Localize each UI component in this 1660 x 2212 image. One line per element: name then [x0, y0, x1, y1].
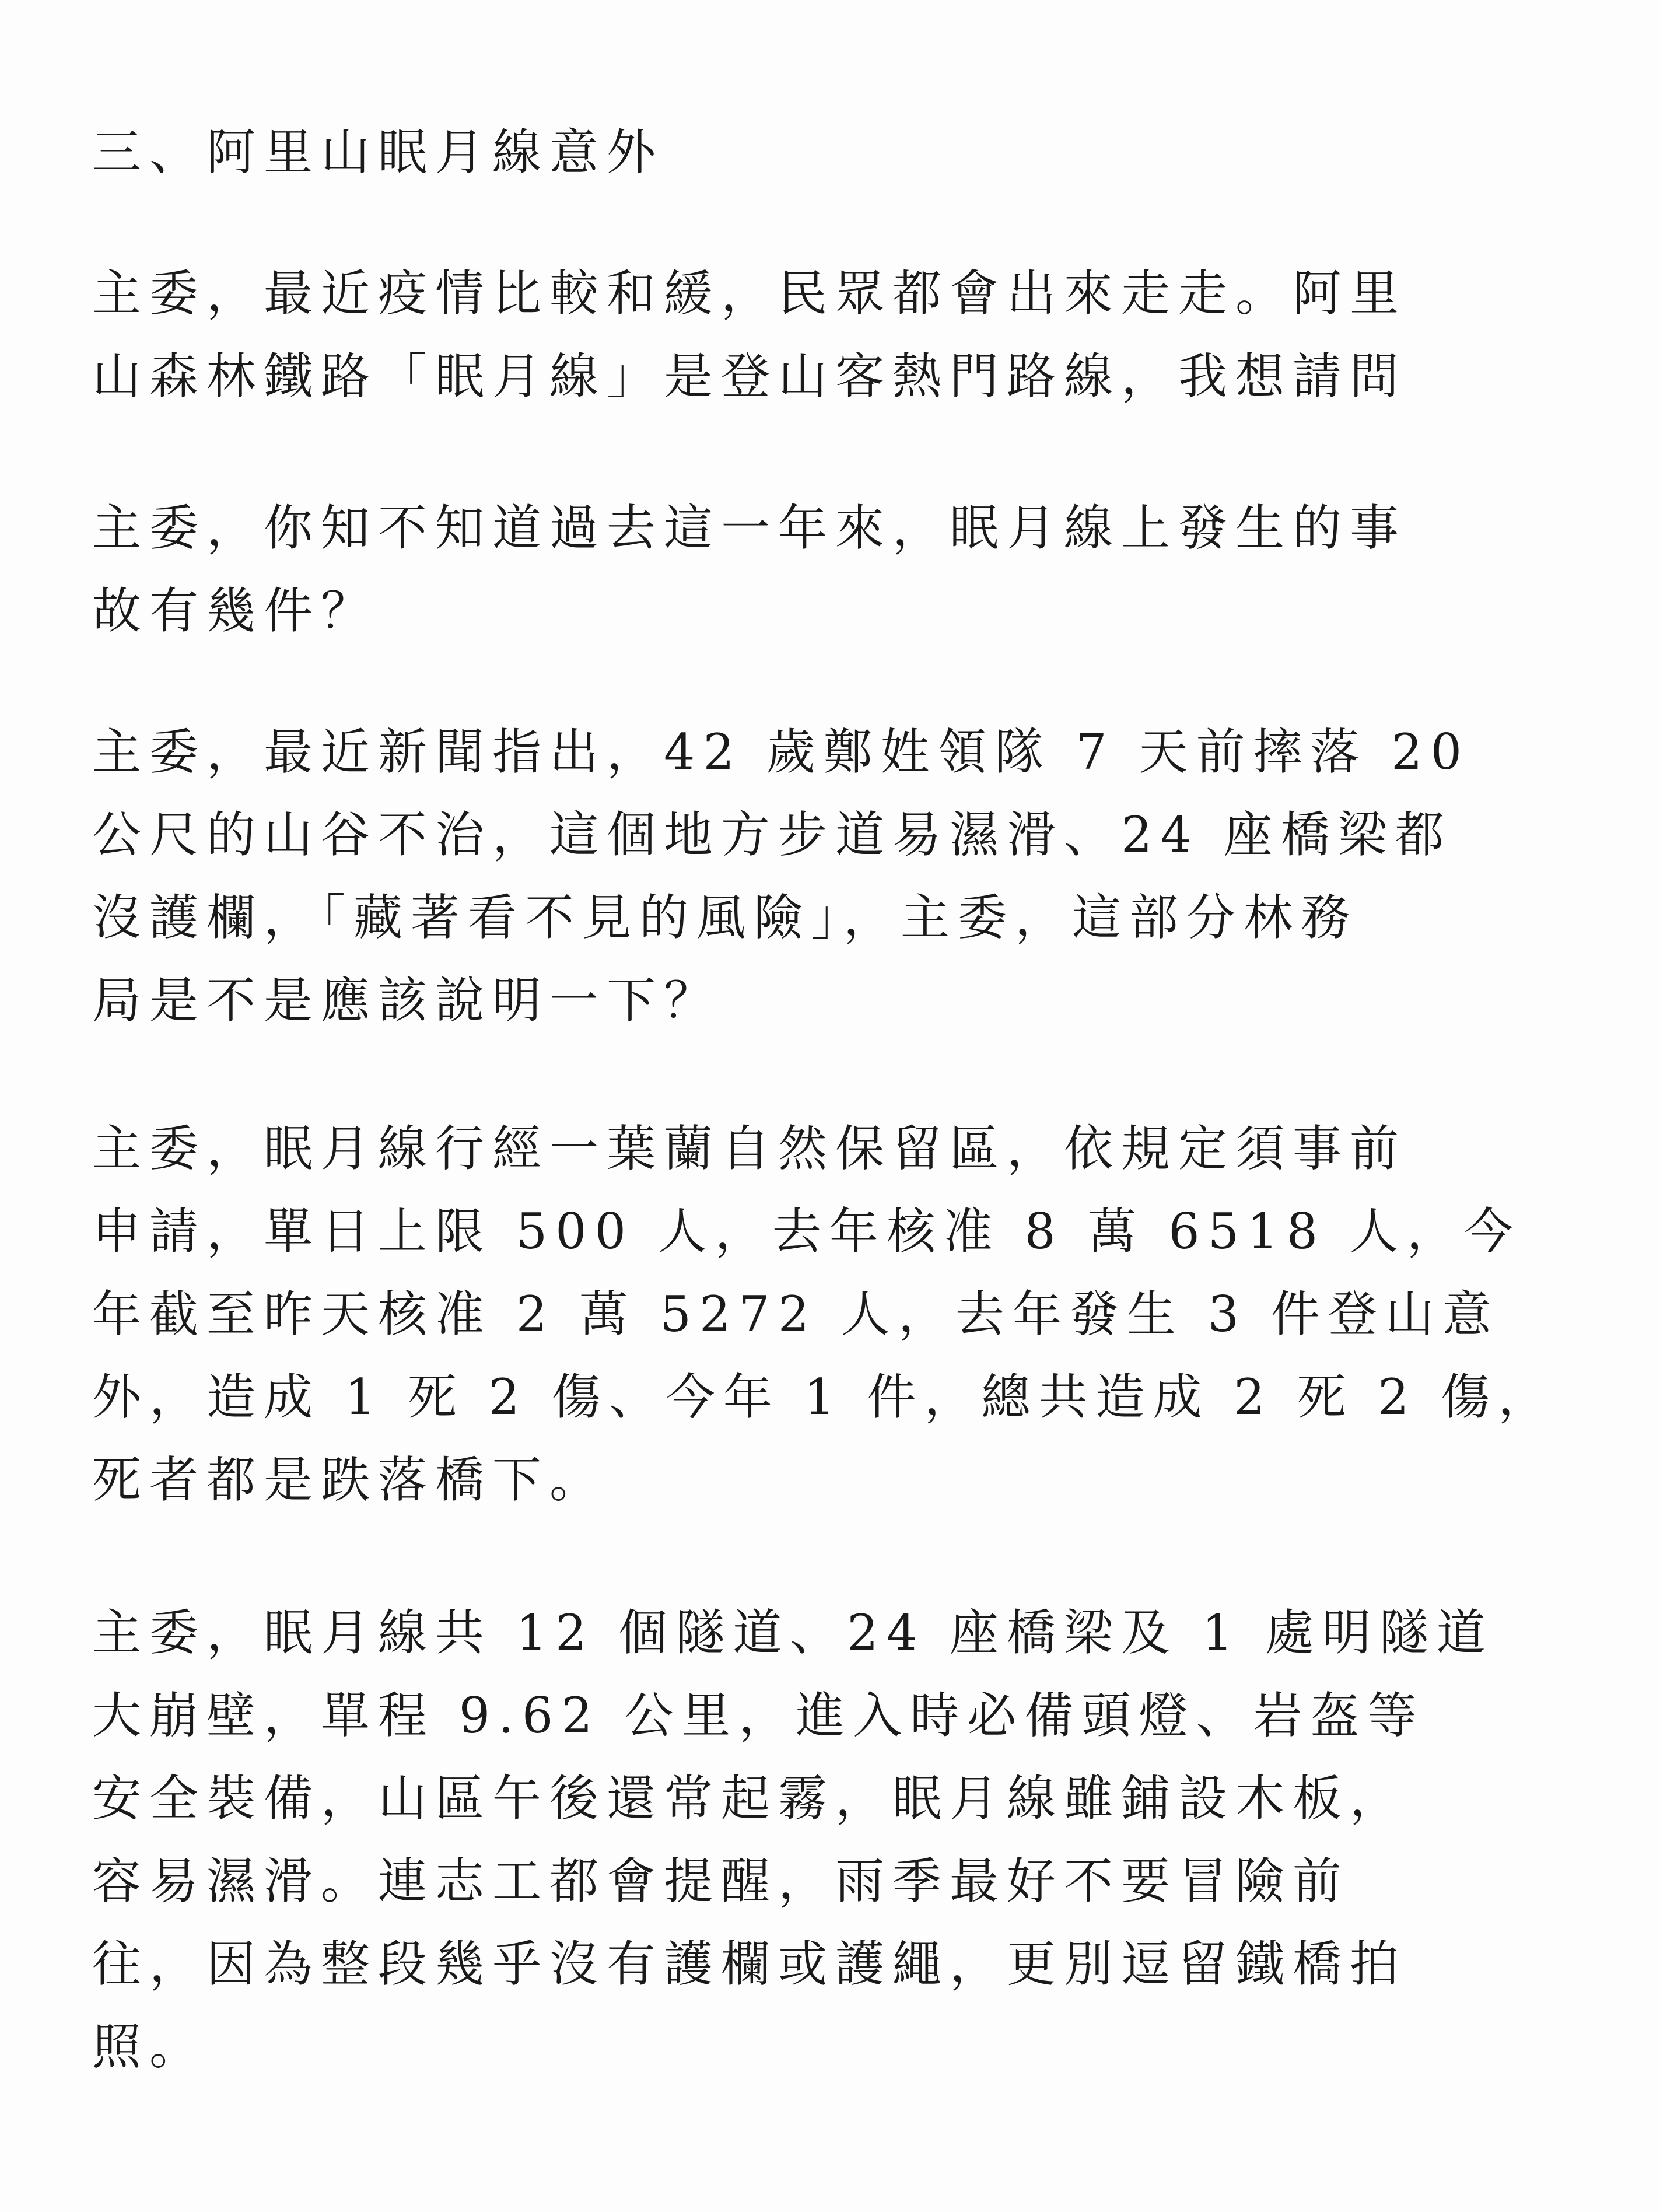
paragraph-line: 安全裝備，山區午後還常起霧，眠月線雖鋪設木板，: [92, 1770, 1407, 1827]
paragraph-line: 申請，單日上限 500 人，去年核准 8 萬 6518 人，今: [92, 1203, 1521, 1260]
document-body: [92, 111, 1585, 2088]
paragraph-line: 死者都是跌落橋下。: [92, 1451, 607, 1508]
paragraph-line: 年截至昨天核准 2 萬 5272 人，去年發生 3 件登山意: [92, 1286, 1500, 1343]
paragraph-line: 往，因為整段幾乎沒有護欄或護繩，更別逗留鐵橋拍: [92, 1936, 1407, 1993]
section-heading: [92, 111, 1585, 194]
paragraph-line: 主委，眠月線行經一葉蘭自然保留區，依規定須事前: [92, 1120, 1407, 1177]
paragraph-line: 山森林鐵路「眠月線」是登山客熱門路線，我想請問: [92, 348, 1407, 405]
paragraph-line: 公尺的山谷不治，這個地方步道易濕滑、24 座橋梁都: [92, 806, 1452, 863]
paragraph-line: 主委，眠月線共 12 個隧道、24 座橋梁及 1 處明隧道: [92, 1604, 1494, 1661]
paragraph-line: 容易濕滑。連志工都會提醒，雨季最好不要冒險前: [92, 1853, 1350, 1910]
paragraph-5: [92, 1591, 1585, 2088]
paragraph-2: [92, 487, 1585, 652]
heading-text: 三、阿里山眠月線意外: [92, 124, 664, 181]
paragraph-4: [92, 1107, 1585, 1521]
paragraph-line: 外，造成 1 死 2 傷、今年 1 件，總共造成 2 死 2 傷，: [92, 1368, 1556, 1426]
paragraph-line: 主委，最近疫情比較和緩，民眾都會出來走走。阿里: [92, 265, 1407, 322]
paragraph-line: 故有幾件？: [92, 582, 379, 639]
paragraph-line: 主委，你知不知道過去這一年來，眠月線上發生的事: [92, 499, 1407, 556]
paragraph-line: 沒護欄，「藏著看不見的風險」，主委，這部分林務: [92, 889, 1358, 946]
paragraph-line: 局是不是應該說明一下？: [92, 972, 722, 1029]
paragraph-line: 主委，最近新聞指出，42 歲鄭姓領隊 7 天前摔落 20: [92, 723, 1470, 780]
paragraph-line: 大崩壁，單程 9.62 公里，進入時必備頭燈、岩盔等: [92, 1687, 1425, 1744]
paragraph-3: [92, 710, 1585, 1042]
paragraph-1: [92, 252, 1585, 418]
paragraph-line: 照。: [92, 2018, 207, 2076]
